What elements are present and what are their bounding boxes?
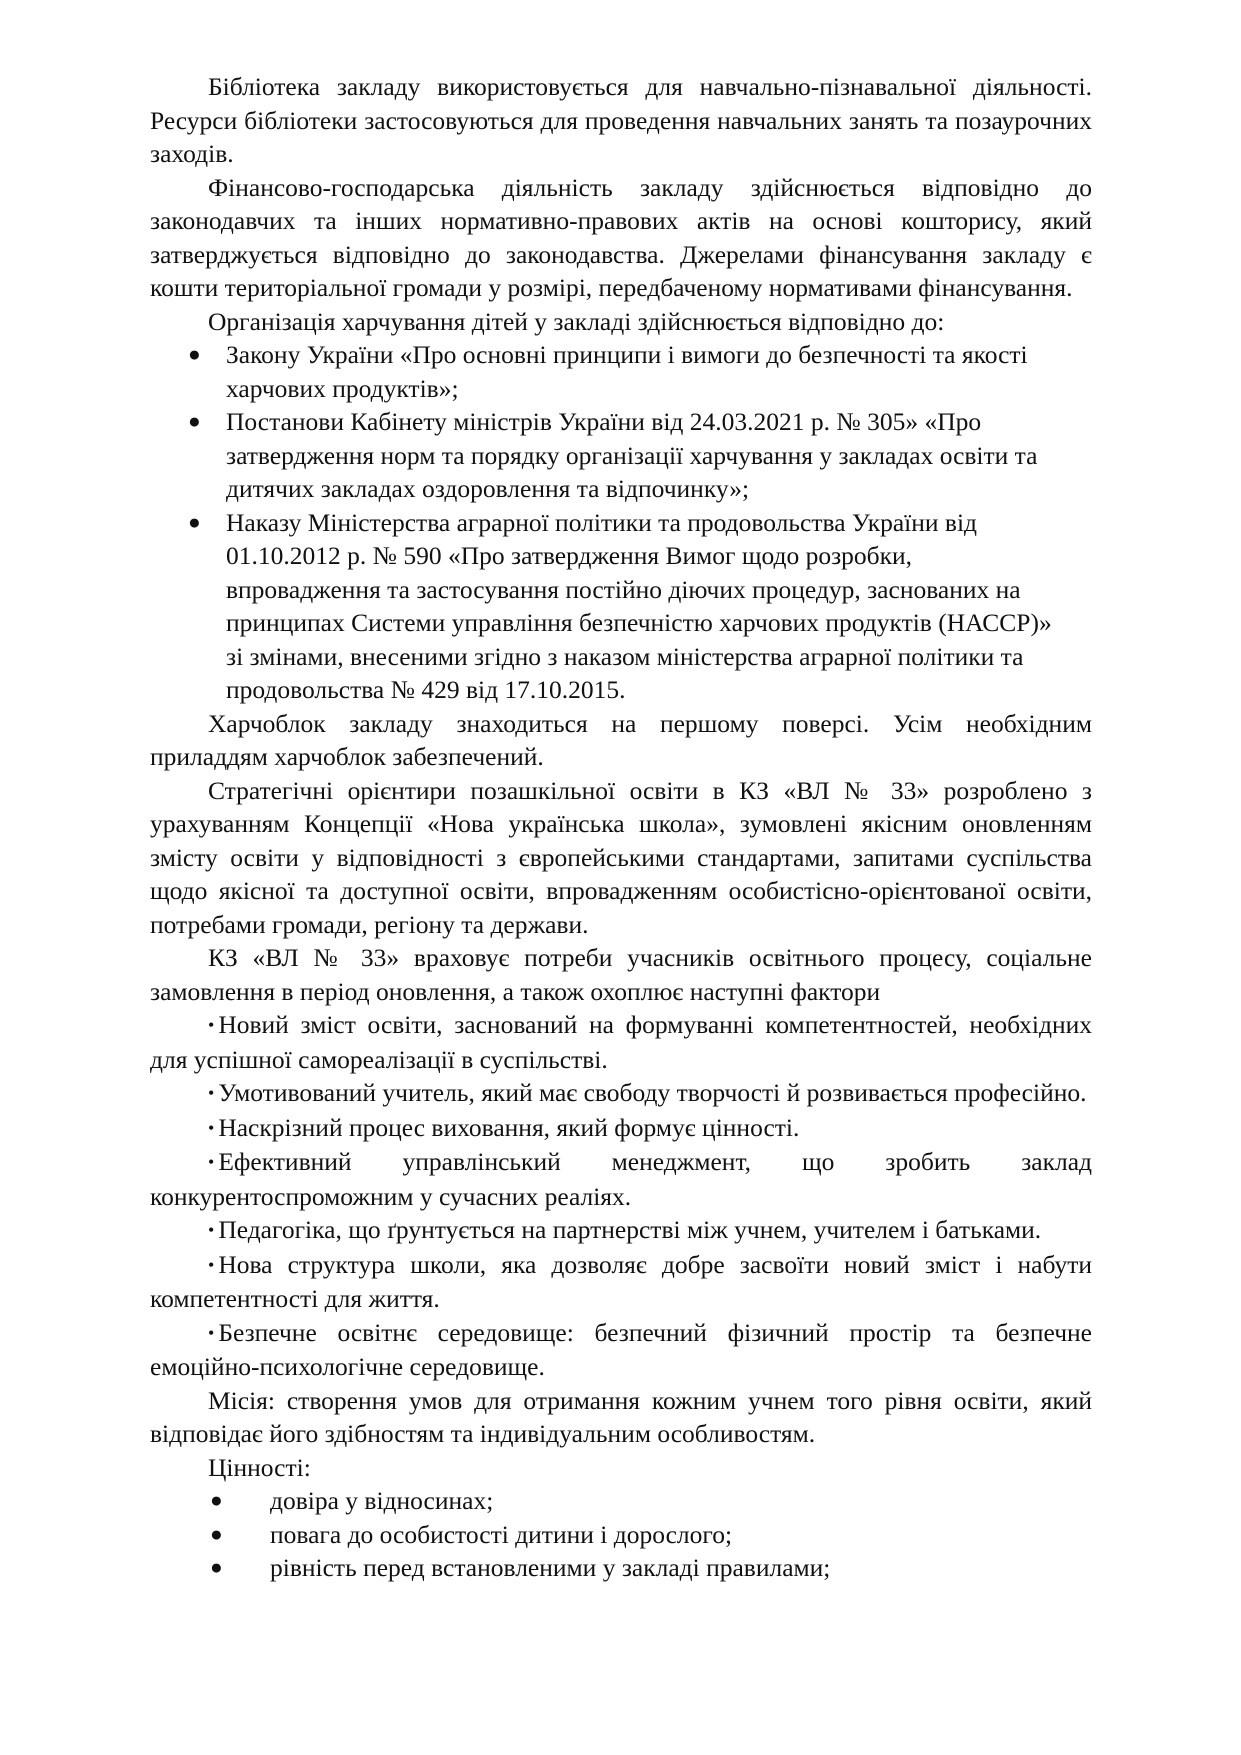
values-list — [150, 1484, 1092, 1585]
document-page — [150, 70, 1092, 1585]
factor-item-text: Безпечне освітнє середовище: безпечний фізичний простір та безпечне емоційно-психологічне середовище. — [150, 1317, 1092, 1381]
paragraph-nutrition-intro: Організація харчування дітей у закладі здійснюється відповідно до: — [208, 306, 945, 336]
value-item-text: довіра у відносинах; — [270, 1486, 494, 1515]
bullet-icon: ● — [210, 1488, 223, 1512]
factor-item-text: Ефективний управлінський менеджмент, що зробить заклад конкурентоспроможним у сучасних реаліях. — [150, 1147, 1092, 1211]
factor-item — [150, 1213, 1092, 1248]
law-list — [150, 338, 1092, 707]
bullet-icon: ● — [188, 509, 201, 534]
factor-item-text: Умотивований учитель, який має свободу творчості й розвивається професійно. — [218, 1078, 1087, 1107]
factor-item-text: Педагогіка, що ґрунтується на партнерстві між учнем, учителем і батьками. — [218, 1215, 1042, 1244]
bullet-icon: • — [208, 1254, 215, 1275]
bullet-icon: • — [208, 1015, 215, 1035]
value-item-text: повага до особистості дитини і дорослого; — [270, 1519, 733, 1549]
list-item — [150, 506, 1092, 707]
factor-item — [150, 1111, 1092, 1146]
bullet-icon: • — [208, 1152, 215, 1172]
factor-item — [150, 1316, 1092, 1384]
paragraph-mission: Місія: створення умов для отримання кожним учнем того рівня освіти, який відповідає його здібностям та індивідуальним особливостям. — [150, 1385, 1092, 1448]
factor-item — [150, 1076, 1092, 1111]
paragraph-library: Бібліотека закладу використовується для навчально-пізнавальної діяльності. Ресурси бібліотеки застосовуються для проведення навчальних занять та позаурочних заходів. — [150, 72, 1092, 168]
law-item-text: Постанови Кабінету міністрів України від 24.03.2021 р. № 305» «Про затвердження норм та порядку організації харчування у закладах освіти та дитячих закладах оздоровлення та відпочинку»; — [226, 407, 1038, 503]
list-item — [150, 1551, 1092, 1585]
factor-item — [150, 1008, 1092, 1076]
bullet-icon: • — [208, 1322, 215, 1343]
list-item — [150, 1518, 1092, 1552]
bullet-icon: • — [208, 1220, 215, 1240]
value-item-text: рівність перед встановленими у закладі правилами; — [270, 1553, 831, 1582]
factor-item — [150, 1248, 1092, 1316]
bullet-icon: ● — [188, 342, 201, 366]
paragraph-kitchen: Харчоблок закладу знаходиться на першому поверсі. Усім необхідним приладдям харчоблок забезпечений. — [150, 708, 1092, 771]
list-item — [150, 1484, 1092, 1518]
paragraph-factors-intro: КЗ «ВЛ № 33» враховує потреби учасників освітнього процесу, соціальне замовлення в період оновлення, а також охоплює наступні фактори — [150, 943, 1092, 1006]
list-item — [150, 338, 1092, 405]
factor-item-text: Новий зміст освіти, заснований на формуванні компетентностей, необхідних для успішної самореалізації в суспільстві. — [150, 1010, 1092, 1074]
values-heading: Цінності: — [208, 1452, 311, 1482]
paragraph-finance: Фінансово-господарська діяльність закладу здійснюється відповідно до законодавчих та інших нормативно-правових актів на основі кошторису, який затверджується відповідно до законодавства. Джерелами фінансування закладу є кошти територіальної громади у розмірі, передбаченому нормативами фінансування. — [150, 172, 1092, 302]
bullet-icon: ● — [188, 409, 201, 433]
paragraph-strategy: Стратегічні орієнтири позашкільної освіти в КЗ «ВЛ № 33» розроблено з урахуванням Концепції «Нова українська школа», зумовлені якісним оновленням змісту освіти у відповідності з європейськими стандартами, запитами суспільства щодо якісної та доступної освіти, впровадженням особистісно-орієнтованої освіти, потребами громади, регіону та держави. — [150, 775, 1092, 939]
bullet-icon: ● — [210, 1521, 223, 1546]
bullet-icon: • — [208, 1083, 215, 1103]
list-item — [150, 405, 1092, 506]
factor-item-text: Нова структура школи, яка дозволяє добре засвоїти новий зміст і набути компетентності для життя. — [150, 1249, 1092, 1313]
bullet-icon: ● — [210, 1555, 223, 1579]
law-item-text: Наказу Міністерства аграрної політики та продовольства України від 01.10.2012 р. № 590 «Про затвердження Вимог щодо розробки, впровадження та застосування постійно діючих процедур, заснованих на принципах Системи управління безпечністю харчових продуктів (НАССР)» зі змінами, внесеними згідно з наказом міністерства аграрної політики та продовольства № 429 від 17.10.2015. — [226, 507, 1052, 704]
factor-item — [150, 1145, 1092, 1213]
bullet-icon: • — [208, 1117, 215, 1138]
factor-item-text: Наскрізний процес виховання, який формує цінності. — [218, 1112, 800, 1142]
law-item-text: Закону України «Про основні принципи і вимоги до безпечності та якості харчових продуктів»; — [226, 340, 1028, 403]
